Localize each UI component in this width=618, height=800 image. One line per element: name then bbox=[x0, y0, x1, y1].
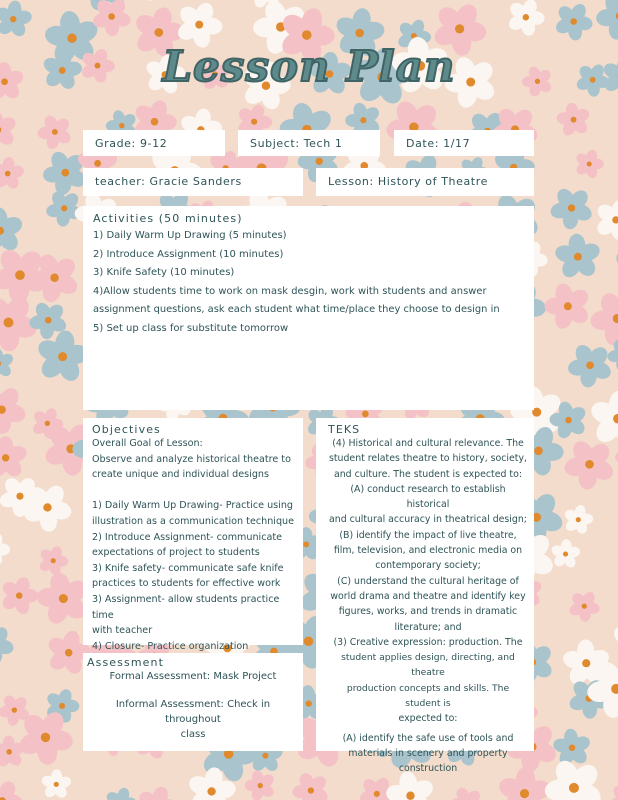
teks-line: and cultural accuracy in theatrical design; bbox=[329, 514, 527, 526]
date-text: Date: 1/17 bbox=[406, 137, 471, 150]
grade-text: Grade: 9-12 bbox=[95, 137, 168, 150]
objective-line: illustration as a communication technique bbox=[92, 515, 295, 527]
activity-item: assignment questions, ask each student what time/place they choose to design in bbox=[93, 304, 500, 315]
flower-shape bbox=[552, 728, 592, 768]
flower-shape bbox=[245, 769, 277, 800]
teacher-text: teacher: Gracie Sanders bbox=[95, 175, 242, 188]
objectives-box bbox=[83, 418, 303, 652]
flower-shape bbox=[0, 0, 33, 39]
assessment-box bbox=[83, 653, 303, 751]
flower-shape bbox=[611, 614, 618, 668]
activity-item: 2) Introduce Assignment (10 minutes) bbox=[93, 248, 284, 260]
teks-line: student applies design, directing, and theatre bbox=[341, 652, 515, 679]
teks-line: film, television, and electronic media on bbox=[333, 545, 523, 557]
flower-shape bbox=[0, 779, 24, 800]
assessment-content bbox=[87, 669, 299, 742]
activity-item: 1) Daily Warm Up Drawing (5 minutes) bbox=[93, 230, 287, 241]
flower-shape bbox=[563, 438, 616, 491]
flower-shape bbox=[292, 771, 330, 800]
informal-assessment: Informal Assessment: Check in throughout bbox=[115, 699, 271, 725]
objective-line: 3) Assignment- allow students practice time bbox=[92, 593, 280, 621]
teks-line: materials in scenery and property bbox=[348, 747, 508, 759]
teks-line: contemporary society; bbox=[375, 560, 481, 572]
informal-assessment-cont: class bbox=[180, 729, 206, 740]
teks-line: student relates theatre to history, society, bbox=[328, 453, 528, 465]
flower-shape bbox=[574, 148, 604, 179]
flower-shape bbox=[0, 624, 15, 664]
flower-shape bbox=[137, 0, 172, 2]
flower-shape bbox=[0, 110, 18, 150]
assessment-heading: Assessment bbox=[87, 656, 164, 669]
flower-shape bbox=[104, 786, 137, 800]
objective-line: 4) Closure- Practice organization bbox=[92, 640, 249, 652]
teks-list bbox=[328, 436, 528, 777]
activities-list bbox=[93, 227, 526, 338]
teks-box bbox=[316, 418, 534, 775]
flower-shape bbox=[341, 0, 383, 1]
flower-shape bbox=[549, 186, 594, 230]
flower-shape bbox=[544, 757, 605, 800]
teks-line: (A) conduct research to establish historical bbox=[350, 483, 506, 511]
objective-line bbox=[92, 483, 299, 499]
flower-shape bbox=[609, 782, 618, 800]
lesson-box bbox=[316, 168, 534, 196]
teks-line: literature; and bbox=[394, 621, 462, 633]
flower-shape bbox=[544, 281, 591, 331]
objectives-list bbox=[92, 436, 299, 654]
flower-shape bbox=[563, 504, 594, 536]
teks-line: production concepts and skills. The student is bbox=[346, 682, 510, 710]
flower-shape bbox=[0, 157, 25, 191]
objective-line: create unique and individual designs bbox=[92, 469, 269, 481]
flower-shape bbox=[595, 0, 618, 41]
teks-line: (A) identify the safe use of tools and bbox=[342, 732, 514, 744]
activity-item: 3) Knife Safety (10 minutes) bbox=[93, 267, 235, 278]
flower-shape bbox=[594, 197, 618, 242]
activities-box bbox=[83, 206, 534, 410]
activities-heading: Activities (50 minutes) bbox=[93, 212, 243, 225]
objectives-heading: Objectives bbox=[92, 423, 161, 436]
flower-shape bbox=[588, 390, 618, 449]
formal-assessment: Formal Assessment: Mask Project bbox=[109, 671, 277, 682]
objective-line: 1) Daily Warm Up Drawing- Practice using bbox=[92, 500, 293, 512]
teks-line: expected to: bbox=[398, 713, 458, 725]
flower-shape bbox=[37, 114, 73, 151]
teks-heading: TEKS bbox=[328, 423, 361, 436]
objective-line: with teacher bbox=[92, 625, 153, 637]
objective-line: practices to students for effective work bbox=[92, 578, 281, 590]
subject-box bbox=[238, 130, 380, 156]
flower-shape bbox=[449, 786, 483, 800]
subject-text: Subject: Tech 1 bbox=[250, 137, 343, 150]
lesson-text: Lesson: History of Theatre bbox=[328, 175, 488, 188]
flower-shape bbox=[38, 545, 69, 577]
teks-line: (C) understand the cultural heritage of bbox=[337, 575, 519, 587]
page-title: Lesson Plan bbox=[162, 42, 456, 91]
flower-shape bbox=[0, 575, 38, 615]
flower-shape bbox=[614, 235, 618, 292]
flower-shape bbox=[506, 0, 545, 37]
flower-shape bbox=[568, 590, 601, 623]
flower-shape bbox=[554, 1, 594, 41]
teks-line: and culture. The student is expected to: bbox=[334, 468, 522, 480]
flower-shape bbox=[567, 342, 614, 389]
flower-shape bbox=[0, 531, 10, 567]
flower-shape bbox=[554, 233, 603, 280]
teks-line: figures, works, and trends in dramatic bbox=[338, 606, 518, 618]
flower-shape bbox=[589, 290, 618, 347]
grade-box bbox=[83, 130, 225, 156]
flower-shape bbox=[136, 785, 177, 800]
objective-line: Observe and analyze historical theatre to bbox=[92, 453, 291, 465]
teks-line: (3) Creative expression: production. The bbox=[333, 636, 523, 648]
flower-shape bbox=[0, 436, 29, 480]
objective-line: 3) Knife safety- communicate safe knife bbox=[92, 562, 284, 574]
flower-shape bbox=[0, 385, 28, 435]
objective-line: 2) Introduce Assignment- communicate bbox=[92, 531, 283, 543]
teacher-box bbox=[83, 168, 303, 196]
teks-line: (4) Historical and cultural relevance. The bbox=[332, 438, 524, 449]
objective-line: Overall Goal of Lesson: bbox=[92, 438, 203, 449]
flower-shape bbox=[613, 437, 618, 470]
teks-line: (B) identify the impact of live theatre, bbox=[339, 529, 517, 541]
flower-shape bbox=[0, 207, 25, 256]
teks-line: world drama and theatre and identify key bbox=[330, 590, 526, 602]
teks-line: construction bbox=[398, 763, 458, 775]
flower-shape bbox=[0, 347, 15, 380]
flower-shape bbox=[40, 769, 72, 800]
flower-shape bbox=[550, 539, 582, 570]
date-box bbox=[394, 130, 534, 156]
activity-item: 4)Allow students time to work on mask desgin, work with students and answer bbox=[93, 285, 487, 297]
objective-line: expectations of project to students bbox=[92, 547, 260, 559]
activity-item: 5) Set up class for substitute tomorrow bbox=[93, 322, 289, 334]
